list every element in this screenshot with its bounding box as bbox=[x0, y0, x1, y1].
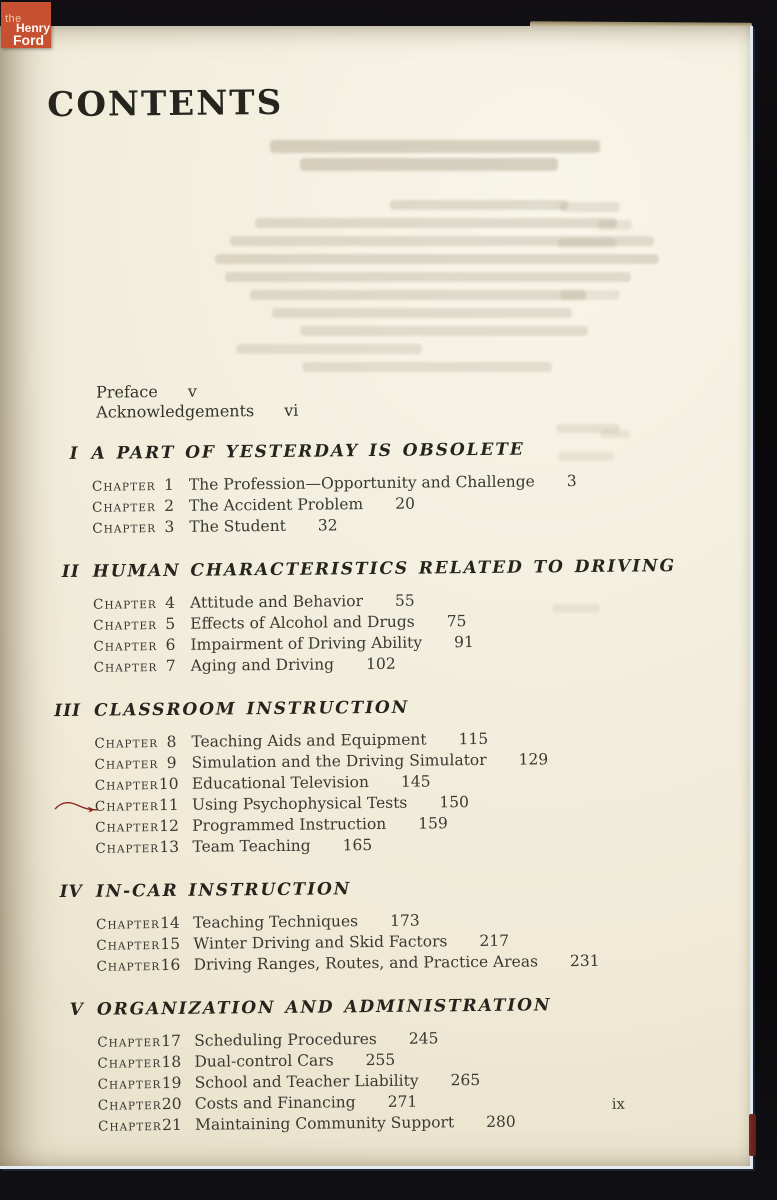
chapter-page: 159 bbox=[418, 814, 448, 833]
logo-ford: Ford bbox=[13, 32, 45, 48]
chapter-number: 20 bbox=[161, 1094, 182, 1114]
section-numeral: IV bbox=[59, 881, 83, 903]
chapter-word: CHAPTER bbox=[92, 596, 157, 613]
red-pen-annotation-icon bbox=[54, 799, 100, 815]
front-matter-page: vi bbox=[284, 400, 299, 420]
section-numeral: V bbox=[69, 999, 85, 1020]
chapter-word: CHAPTER bbox=[97, 1076, 162, 1093]
chapter-number: 14 bbox=[160, 913, 180, 933]
page-title: CONTENTS bbox=[47, 82, 284, 126]
section-heading bbox=[44, 556, 730, 584]
chapter-page: 32 bbox=[317, 516, 338, 535]
chapter-number: 2 bbox=[164, 496, 175, 516]
chapter-number: 18 bbox=[161, 1052, 182, 1072]
front-matter-label: Preface bbox=[95, 382, 158, 402]
chapter-title: Maintaining Community Support bbox=[194, 1113, 455, 1134]
chapter-title: The Student bbox=[189, 516, 286, 536]
front-matter-label: Acknowledgements bbox=[96, 400, 255, 422]
chapter-number: 4 bbox=[165, 593, 176, 613]
logo-the: the bbox=[5, 13, 22, 25]
section-heading bbox=[48, 994, 734, 1022]
chapter-title: Educational Television bbox=[191, 773, 370, 793]
toc-section bbox=[0, 438, 729, 541]
chapter-title: Attitude and Behavior bbox=[189, 592, 364, 612]
page-content bbox=[0, 22, 755, 1169]
chapter-list bbox=[92, 471, 730, 540]
chapter-number: 10 bbox=[158, 774, 179, 794]
chapter-number: 7 bbox=[165, 656, 176, 676]
section-title: ORGANIZATION AND ADMINISTRATION bbox=[96, 995, 552, 1020]
chapter-list bbox=[94, 728, 732, 860]
chapter-number: 8 bbox=[166, 732, 177, 752]
chapter-title: Scheduling Procedures bbox=[194, 1030, 377, 1050]
chapter-word: CHAPTER bbox=[95, 819, 160, 836]
section-heading bbox=[47, 876, 733, 904]
chapter-page: 91 bbox=[454, 633, 474, 652]
folio-page-number: ix bbox=[611, 1096, 625, 1113]
chapter-number: 17 bbox=[161, 1031, 182, 1051]
section-title: CLASSROOM INSTRUCTION bbox=[93, 697, 410, 721]
chapter-number: 6 bbox=[165, 635, 176, 655]
chapter-title: Impairment of Driving Ability bbox=[190, 633, 423, 654]
chapter-page: 75 bbox=[446, 612, 467, 631]
chapter-number: 3 bbox=[164, 517, 175, 537]
toc-section bbox=[4, 994, 735, 1139]
chapter-title: Dual-control Cars bbox=[194, 1051, 334, 1071]
chapter-word: CHAPTER bbox=[97, 1097, 162, 1114]
chapter-page: 245 bbox=[408, 1029, 439, 1048]
chapter-number: 5 bbox=[165, 614, 176, 634]
section-heading bbox=[43, 438, 729, 466]
chapter-word: CHAPTER bbox=[92, 499, 156, 516]
chapter-page: 3 bbox=[566, 472, 577, 491]
table-of-contents bbox=[0, 377, 735, 1139]
chapter-title: Using Psychophysical Tests bbox=[191, 793, 408, 814]
chapter-title: Effects of Alcohol and Drugs bbox=[190, 612, 415, 633]
chapter-number: 15 bbox=[160, 934, 181, 954]
chapter-word: CHAPTER bbox=[92, 520, 157, 537]
chapter-page: 173 bbox=[389, 911, 420, 930]
chapter-page: 255 bbox=[365, 1050, 396, 1070]
logo-henry: Henry bbox=[16, 21, 51, 35]
chapter-word: CHAPTER bbox=[96, 916, 160, 933]
chapter-page: 271 bbox=[387, 1092, 418, 1111]
chapter-word: CHAPTER bbox=[97, 1055, 162, 1072]
section-heading bbox=[45, 695, 731, 723]
chapter-number: 16 bbox=[160, 955, 181, 975]
chapter-page: 150 bbox=[439, 793, 470, 812]
chapter-page: 280 bbox=[486, 1112, 516, 1131]
chapter-title: Winter Driving and Skid Factors bbox=[193, 932, 448, 953]
chapter-word: CHAPTER bbox=[94, 756, 159, 773]
chapter-page: 165 bbox=[342, 836, 373, 855]
book-cover-sliver bbox=[749, 1114, 756, 1156]
chapter-word: CHAPTER bbox=[93, 638, 158, 655]
toc-section bbox=[0, 556, 731, 680]
chapter-number: 19 bbox=[161, 1073, 182, 1093]
chapter-word: CHAPTER bbox=[97, 1034, 162, 1051]
chapter-page: 145 bbox=[400, 772, 431, 791]
chapter-list bbox=[93, 589, 731, 679]
chapter-page: 55 bbox=[394, 591, 415, 610]
chapter-number: 13 bbox=[159, 837, 180, 857]
chapter-word: CHAPTER bbox=[95, 840, 160, 857]
section-title: IN-CAR INSTRUCTION bbox=[95, 879, 352, 902]
front-matter bbox=[96, 377, 728, 422]
chapter-number: 21 bbox=[161, 1115, 182, 1135]
chapter-number: 12 bbox=[159, 816, 180, 836]
chapter-page: 265 bbox=[450, 1071, 481, 1090]
sections bbox=[0, 438, 735, 1139]
chapter-title: Teaching Aids and Equipment bbox=[191, 730, 427, 751]
book-page bbox=[0, 26, 753, 1169]
chapter-title: School and Teacher Liability bbox=[194, 1071, 419, 1092]
chapter-page: 129 bbox=[518, 750, 549, 769]
chapter-word: CHAPTER bbox=[94, 798, 159, 815]
chapter-list bbox=[96, 909, 734, 978]
chapter-word: CHAPTER bbox=[93, 617, 158, 634]
chapter-page: 217 bbox=[479, 931, 510, 951]
chapter-list bbox=[97, 1027, 735, 1138]
chapter-word: CHAPTER bbox=[96, 937, 161, 954]
front-matter-page: v bbox=[187, 381, 197, 401]
section-numeral: III bbox=[54, 700, 82, 722]
chapter-title: Driving Ranges, Routes, and Practice Areas bbox=[193, 952, 539, 974]
section-numeral: I bbox=[69, 443, 79, 464]
chapter-page: 231 bbox=[569, 951, 600, 971]
chapter-title: Costs and Financing bbox=[194, 1093, 356, 1113]
henry-ford-logo bbox=[1, 2, 51, 48]
chapter-title: Aging and Driving bbox=[190, 655, 335, 675]
chapter-title: Teaching Techniques bbox=[193, 912, 359, 932]
chapter-number: 11 bbox=[158, 795, 179, 815]
chapter-title: The Accident Problem bbox=[189, 495, 364, 515]
chapter-number: 9 bbox=[166, 753, 177, 773]
chapter-page: 102 bbox=[365, 654, 396, 674]
chapter-word: CHAPTER bbox=[94, 735, 159, 752]
chapter-page: 115 bbox=[458, 729, 489, 749]
section-title: A PART OF YESTERDAY IS OBSOLETE bbox=[91, 439, 525, 464]
toc-section bbox=[3, 876, 734, 979]
section-title: HUMAN CHARACTERISTICS RELATED TO DRIVING bbox=[92, 556, 677, 582]
chapter-word: CHAPTER bbox=[98, 1118, 162, 1135]
chapter-title: The Profession—Opportunity and Challenge bbox=[188, 472, 535, 494]
section-numeral: II bbox=[61, 561, 80, 583]
chapter-page: 20 bbox=[395, 494, 416, 513]
toc-section bbox=[1, 695, 732, 861]
chapter-word: CHAPTER bbox=[91, 478, 156, 495]
chapter-title: Programmed Instruction bbox=[192, 814, 387, 835]
chapter-word: CHAPTER bbox=[94, 777, 159, 794]
chapter-word: CHAPTER bbox=[96, 958, 161, 975]
chapter-word: CHAPTER bbox=[93, 659, 158, 676]
chapter-title: Team Teaching bbox=[192, 836, 311, 856]
chapter-title: Simulation and the Driving Simulator bbox=[191, 750, 487, 772]
chapter-number: 1 bbox=[163, 475, 175, 495]
